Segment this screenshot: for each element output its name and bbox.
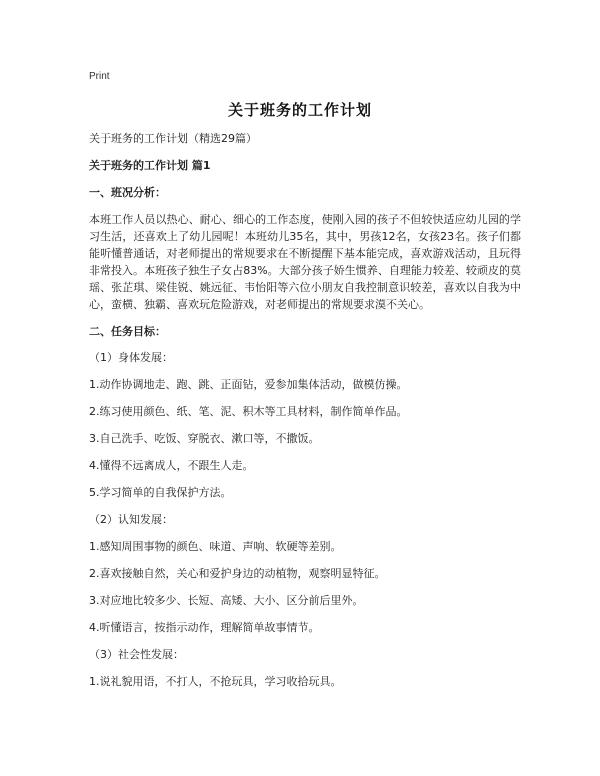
goal-item: 1.感知周围事物的颜色、味道、声响、软硬等差别。 — [89, 540, 342, 553]
goal-item: 2.喜欢接触自然，关心和爱护身边的动植物，观察明显特征。 — [89, 567, 386, 580]
goal-group-social — [89, 647, 521, 690]
goal-item: 3.自己洗手、吃饭、穿脱衣、漱口等，不撒饭。 — [89, 432, 320, 445]
goal-item: 1.动作协调地走、跑、跳、正面钻，爱参加集体活动，做模仿操。 — [89, 378, 408, 391]
goal-item: 3.对应地比较多少、长短、高矮、大小、区分前后里外。 — [89, 594, 364, 607]
part2-heading: 二、任务目标： — [89, 325, 166, 338]
goal-item: 4.听懂语言，按指示动作，理解简单故事情节。 — [89, 621, 320, 634]
part1-paragraph: 本班工作人员以热心、耐心、细心的工作态度，使刚入园的孩子不但较快适应幼儿园的学习生活，还喜欢上了幼儿园呢！本班幼儿35名，其中，男孩12名，女孩23名。孩子们都能听懂普通话，对老师提出的常规要求在不断提醒下基本能完成，喜欢游戏活动，且玩得非常投入。本班孩子独生子女占83%。大部分孩子娇生惯养、自理能力较差、较顽皮的莫瑶、张芷琪、梁佳锐、姚远征、韦怡阳等六位小朋友自我控制意识较差，喜欢以自我为中心，蛮横、独霸、喜欢玩危险游戏，对老师提出的常规要求漠不关心。 — [89, 213, 521, 311]
document-subtitle: 关于班务的工作计划（精选29篇） — [89, 132, 257, 145]
goal-group-physical — [89, 350, 521, 501]
section-heading: 关于班务的工作计划 篇1 — [89, 159, 211, 172]
goal-item: 1.说礼貌用语，不打人，不抢玩具，学习收拾玩具。 — [89, 675, 342, 688]
goal-group-label: （3）社会性发展： — [89, 648, 184, 661]
print-label: Print — [89, 71, 110, 82]
goal-item: 4.懂得不远离成人，不跟生人走。 — [89, 459, 254, 472]
goal-group-cognitive — [89, 512, 521, 636]
document-content — [89, 131, 521, 701]
goal-item: 2.练习使用颜色、纸、笔、泥、积木等工具材料，制作简单作品。 — [89, 405, 408, 418]
part1-heading: 一、班况分析： — [89, 186, 166, 199]
document-title: 关于班务的工作计划 — [227, 101, 372, 119]
goal-group-label: （1）身体发展： — [89, 351, 173, 364]
goal-group-label: （2）认知发展： — [89, 513, 173, 526]
goal-item: 5.学习简单的自我保护方法。 — [89, 486, 232, 499]
